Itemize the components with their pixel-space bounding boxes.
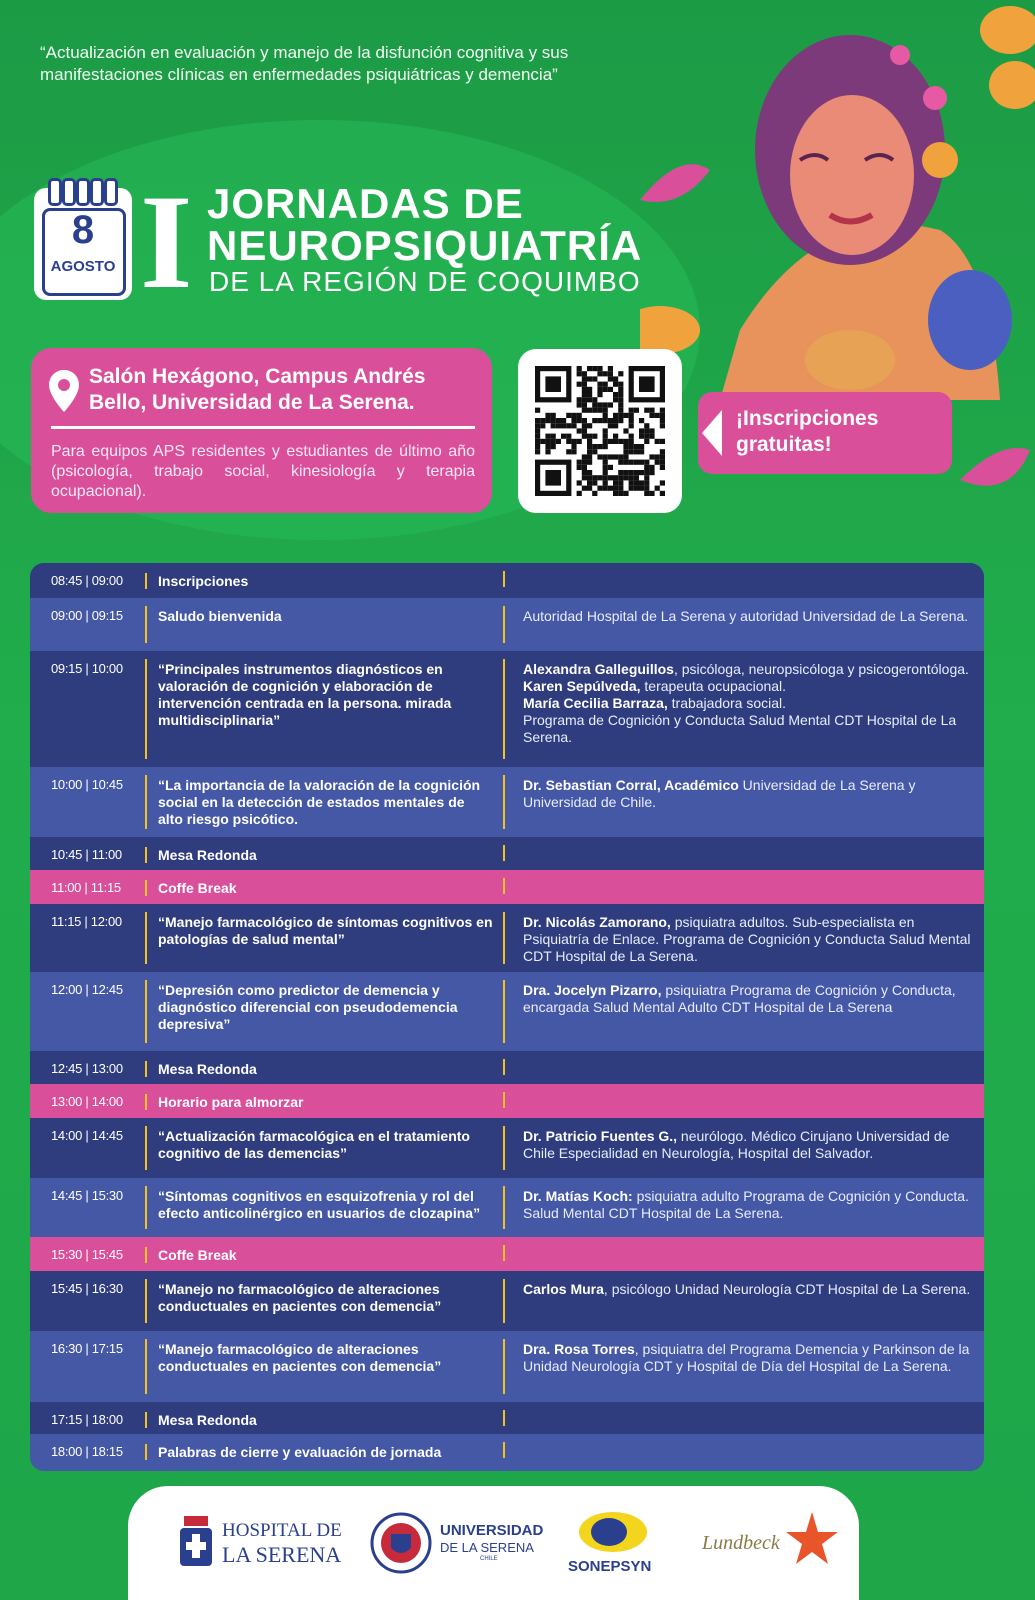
- column-divider: [145, 573, 147, 589]
- session-speaker: [523, 608, 975, 625]
- schedule-row: [30, 972, 984, 1051]
- session-topic: Horario para almorzar: [158, 1094, 304, 1110]
- schedule-row: [30, 651, 984, 767]
- schedule-row: [30, 1271, 984, 1331]
- title-line-2: NEUROPSIQUIATRÍA: [207, 222, 643, 269]
- hospital-emblem-icon: [176, 1514, 216, 1570]
- column-divider: [145, 1339, 147, 1394]
- edition-numeral: I: [140, 168, 193, 317]
- column-divider: [145, 912, 147, 964]
- schedule-row: [30, 837, 984, 870]
- university-name-2: DE LA SERENA: [440, 1540, 534, 1555]
- column-divider: [145, 1412, 147, 1428]
- schedule-row: [30, 870, 984, 904]
- schedule-row: [30, 1084, 984, 1118]
- session-topic: Coffe Break: [158, 1247, 237, 1263]
- university-name-3: CHILE: [480, 1556, 498, 1562]
- sonepsyn-emblem-icon: [576, 1510, 650, 1554]
- session-time: 10:00 | 10:45: [51, 777, 123, 792]
- session-time: 12:00 | 12:45: [51, 982, 123, 997]
- speaker-name: Dr. Matías Koch:: [523, 1188, 633, 1204]
- column-divider: [503, 878, 505, 894]
- speaker-role: trabajadora social.: [667, 695, 787, 711]
- column-divider: [145, 606, 147, 643]
- university-logo: [370, 1506, 550, 1580]
- column-divider: [145, 1247, 147, 1263]
- session-topic: “Actualización farmacológica en el tratamiento cognitivo de las demencias”: [158, 1128, 470, 1161]
- column-divider: [503, 1339, 505, 1394]
- speaker-role: , psicóloga, neuropsicóloga y psicogerontóloga.: [673, 661, 969, 677]
- session-speaker: [523, 1341, 975, 1375]
- session-time: 11:00 | 11:15: [51, 880, 121, 895]
- university-seal-icon: [370, 1512, 432, 1574]
- schedule-table: [30, 563, 984, 1471]
- session-topic: Palabras de cierre y evaluación de jornada: [158, 1444, 442, 1460]
- column-divider: [503, 1092, 505, 1108]
- location-card: [31, 348, 492, 513]
- divider: [51, 426, 475, 429]
- session-speaker: [523, 982, 975, 1016]
- session-speaker: [523, 661, 975, 746]
- schedule-row: [30, 1402, 984, 1434]
- session-topic: “Manejo farmacológico de síntomas cognitivos en patologías de salud mental”: [158, 914, 493, 947]
- session-time: 15:45 | 16:30: [51, 1281, 123, 1296]
- sponsor-footer: [128, 1486, 859, 1600]
- event-subtitle: “Actualización en evaluación y manejo de la disfunción cognitiva y sus manifestaciones clínicas en enfermedades psiquiátricas y demencia”: [40, 43, 569, 84]
- column-divider: [503, 1442, 505, 1458]
- schedule-row: [30, 904, 984, 972]
- schedule-row: [30, 1118, 984, 1178]
- qr-code[interactable]: [518, 349, 682, 513]
- event-day: 8: [71, 208, 95, 252]
- session-time: 08:45 | 09:00: [51, 573, 123, 588]
- column-divider: [503, 775, 505, 829]
- column-divider: [503, 659, 505, 759]
- schedule-row: [30, 563, 984, 598]
- registration-label: ¡Inscripciones gratuitas!: [736, 407, 879, 456]
- session-time: 14:00 | 14:45: [51, 1128, 123, 1143]
- session-time: 18:00 | 18:15: [51, 1444, 123, 1459]
- session-time: 15:30 | 15:45: [51, 1247, 123, 1262]
- speaker-name: Carlos Mura: [523, 1281, 604, 1297]
- column-divider: [503, 1410, 505, 1426]
- column-divider: [145, 1444, 147, 1460]
- schedule-row: [30, 1434, 984, 1471]
- session-topic: “Manejo no farmacológico de alteraciones conductuales en pacientes con demencia”: [158, 1281, 442, 1314]
- session-topic: “Manejo farmacológico de alteraciones conductuales en pacientes con demencia”: [158, 1341, 442, 1374]
- session-topic: Inscripciones: [158, 573, 249, 589]
- sonepsyn-name: SONEPSYN: [568, 1558, 652, 1575]
- session-topic: Mesa Redonda: [158, 1412, 257, 1428]
- column-divider: [503, 980, 505, 1043]
- speaker-role: , psicólogo Unidad Neurología CDT Hospital de La Serena.: [603, 1281, 971, 1297]
- starfish-icon: [784, 1510, 840, 1566]
- session-speaker: [523, 1281, 975, 1298]
- speaker-name: Dra. Jocelyn Pizarro,: [523, 982, 662, 998]
- column-divider: [145, 659, 147, 759]
- speaker-program: Programa de Cognición y Conducta Salud Mental CDT Hospital de La Serena.: [523, 712, 957, 745]
- speaker-role: psiquiatra adultos. Sub-especialista en Psiquiatría de Enlace. Programa de Cognición y Conducta Salud Mental CDT Hospital de La Serena.: [523, 914, 971, 964]
- sonepsyn-logo: [568, 1506, 678, 1580]
- location-title: Salón Hexágono, Campus Andrés Bello, Universidad de La Serena.: [89, 365, 426, 414]
- session-speaker: [523, 777, 975, 811]
- qr-code-image: [518, 349, 682, 513]
- speaker-role: Autoridad Hospital de La Serena y autoridad Universidad de La Serena.: [523, 608, 969, 624]
- column-divider: [503, 1279, 505, 1323]
- hospital-name-1: HOSPITAL DE: [222, 1520, 342, 1541]
- session-speaker: [523, 1188, 975, 1222]
- lundbeck-logo: [702, 1506, 852, 1580]
- event-month: AGOSTO: [50, 258, 116, 275]
- speaker-name: Dr. Sebastian Corral, Académico: [523, 777, 739, 793]
- speaker-role: psiquiatra Programa de Cognición y Conducta, encargada Salud Mental Adulto CDT Hospital de La Serena: [523, 982, 956, 1015]
- column-divider: [503, 1186, 505, 1229]
- column-divider: [145, 1094, 147, 1110]
- session-topic: Coffe Break: [158, 880, 237, 896]
- column-divider: [145, 1186, 147, 1229]
- schedule-row: [30, 1051, 984, 1084]
- speaker-name: Dr. Patricio Fuentes G.,: [523, 1128, 678, 1144]
- speaker-name: Alexandra Galleguillos: [523, 661, 674, 677]
- speaker-name: María Cecilia Barraza,: [523, 695, 668, 711]
- session-time: 17:15 | 18:00: [51, 1412, 123, 1427]
- session-topic: “Depresión como predictor de demencia y diagnóstico diferencial con pseudodemencia depresiva”: [158, 982, 458, 1032]
- registration-badge: [698, 392, 952, 474]
- speaker-role: psiquiatra adulto Programa de Cognición y Conducta. Salud Mental CDT Hospital de La Serena.: [523, 1188, 969, 1221]
- speaker-role: neurólogo. Médico Cirujano Universidad de Chile Especialidad en Neurología, Hospital del Salvador.: [523, 1128, 950, 1161]
- location-pin-icon: [49, 370, 79, 412]
- woman-flowers-illustration: [640, 0, 1035, 560]
- arrow-left-icon: [702, 410, 722, 456]
- speaker-name: Karen Sepúlveda,: [523, 678, 641, 694]
- session-topic: “La importancia de la valoración de la cognición social en la detección de estados mentales de alto riesgo psicótico.: [158, 777, 481, 827]
- column-divider: [503, 1245, 505, 1261]
- column-divider: [503, 912, 505, 964]
- session-speaker: [523, 914, 975, 965]
- session-topic: Saludo bienvenida: [158, 608, 282, 624]
- column-divider: [145, 1279, 147, 1323]
- title-line-3: DE LA REGIÓN DE COQUIMBO: [209, 266, 641, 297]
- speaker-name: Dra. Rosa Torres: [523, 1341, 635, 1357]
- column-divider: [503, 1059, 505, 1075]
- session-time: 13:00 | 14:00: [51, 1094, 123, 1109]
- session-time: 09:00 | 09:15: [51, 608, 123, 623]
- hospital-logo: [176, 1506, 356, 1580]
- column-divider: [145, 1126, 147, 1170]
- session-topic: “Principales instrumentos diagnósticos en valoración de cognición y elaboración de intervención centrada en la persona. mirada multidisciplinaria”: [158, 661, 452, 728]
- session-time: 11:15 | 12:00: [51, 914, 122, 929]
- schedule-row: [30, 598, 984, 651]
- schedule-row: [30, 1237, 984, 1271]
- session-speaker: [523, 1128, 975, 1162]
- speaker-role: terapeuta ocupacional.: [640, 678, 787, 694]
- audience-description: Para equipos APS residentes y estudiantes de último año (psicología, trabajo social, kinesiología y terapia ocupacional).: [51, 443, 475, 500]
- lundbeck-name: Lundbeck: [702, 1532, 780, 1554]
- schedule-row: [30, 767, 984, 837]
- title-line-1: JORNADAS DE: [207, 180, 524, 227]
- session-time: 09:15 | 10:00: [51, 661, 123, 676]
- session-time: 10:45 | 11:00: [51, 847, 122, 862]
- column-divider: [503, 845, 505, 861]
- calendar-icon: [34, 188, 132, 300]
- university-name-1: UNIVERSIDAD: [440, 1522, 544, 1539]
- column-divider: [503, 1126, 505, 1170]
- schedule-row: [30, 1178, 984, 1237]
- session-time: 12:45 | 13:00: [51, 1061, 123, 1076]
- column-divider: [145, 980, 147, 1043]
- session-topic: Mesa Redonda: [158, 1061, 257, 1077]
- session-time: 14:45 | 15:30: [51, 1188, 123, 1203]
- schedule-row: [30, 1331, 984, 1402]
- hospital-name-2: LA SERENA: [222, 1542, 342, 1567]
- speaker-name: Dr. Nicolás Zamorano,: [523, 914, 671, 930]
- column-divider: [145, 847, 147, 863]
- column-divider: [503, 606, 505, 643]
- speaker-role: Universidad de La Serena y Universidad de Chile.: [523, 777, 916, 810]
- session-topic: Mesa Redonda: [158, 847, 257, 863]
- session-time: 16:30 | 17:15: [51, 1341, 123, 1356]
- column-divider: [145, 880, 147, 896]
- speaker-role: , psiquiatra del Programa Demencia y Parkinson de la Unidad Neurología CDT y Hospital de Día del Hospital de La Serena.: [523, 1341, 970, 1374]
- column-divider: [145, 1061, 147, 1077]
- session-topic: “Síntomas cognitivos en esquizofrenia y rol del efecto anticolinérgico en usuarios de clozapina”: [158, 1188, 481, 1221]
- column-divider: [145, 775, 147, 829]
- column-divider: [503, 571, 505, 587]
